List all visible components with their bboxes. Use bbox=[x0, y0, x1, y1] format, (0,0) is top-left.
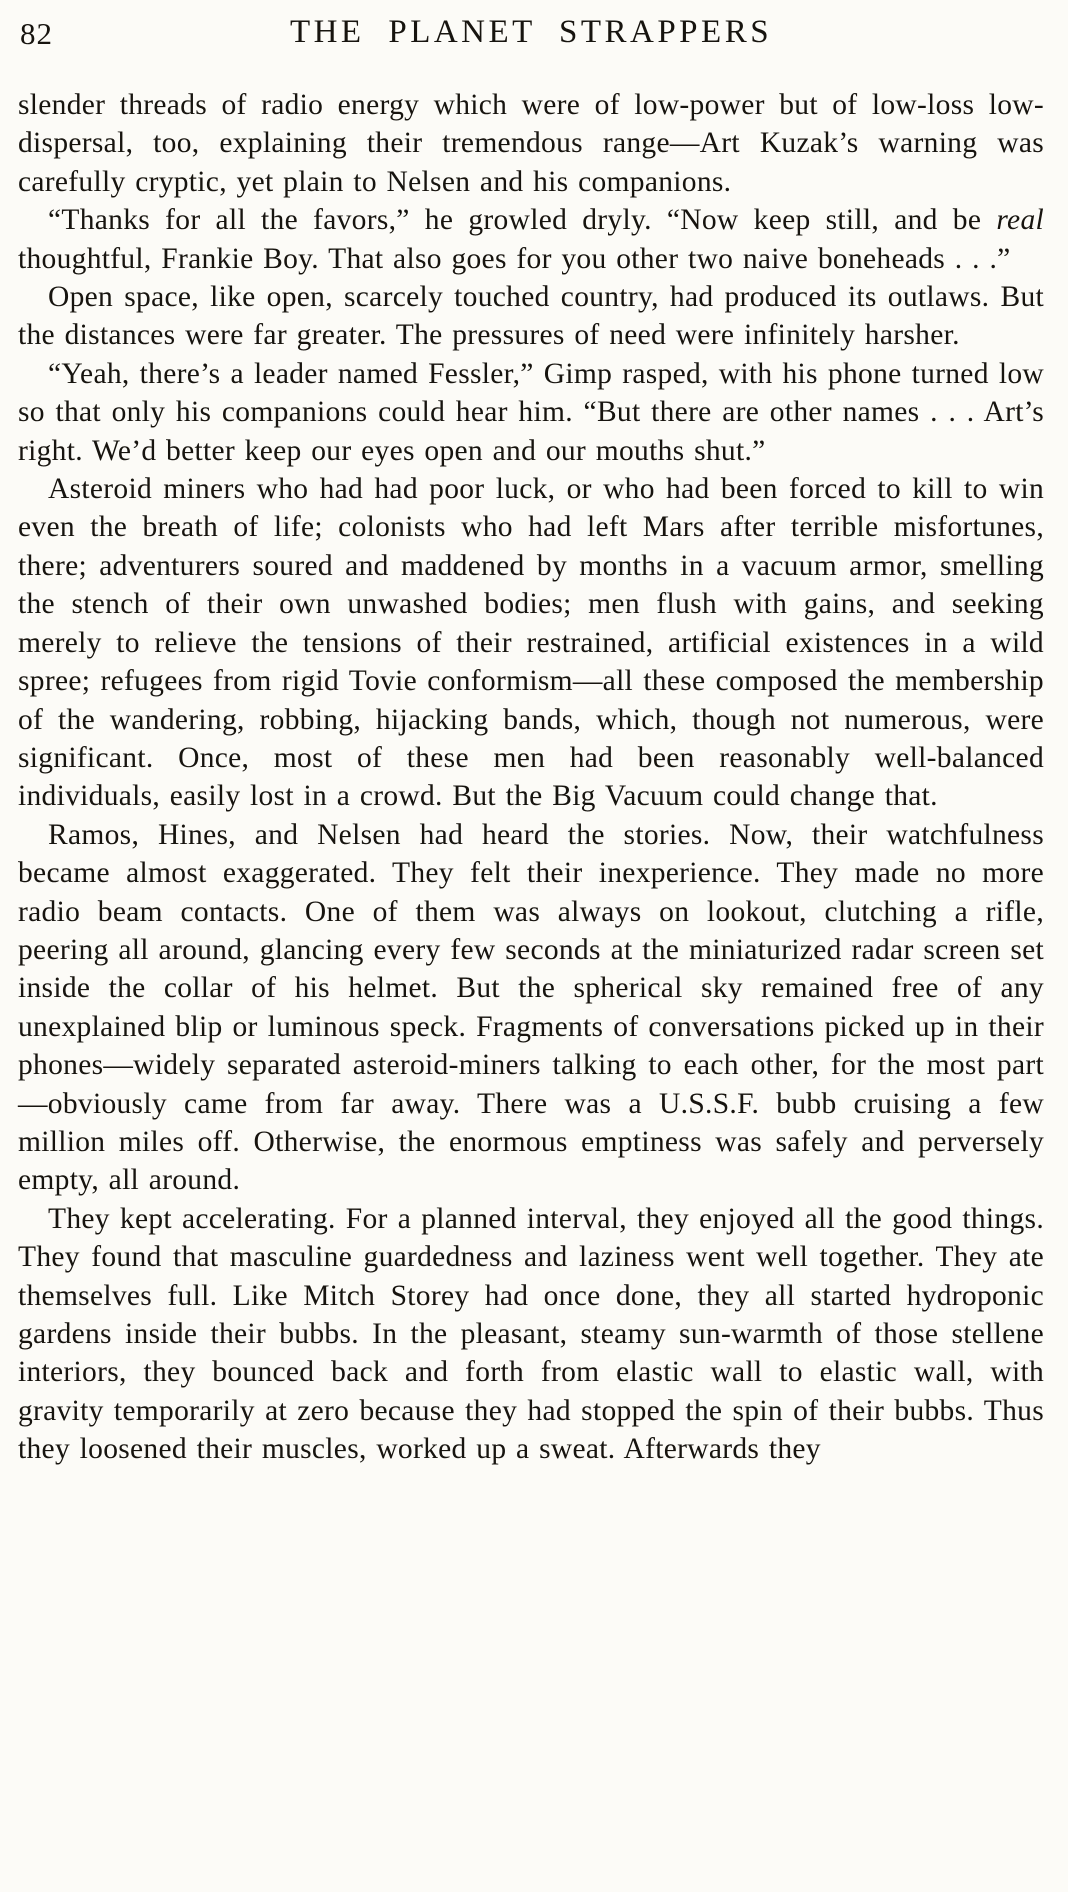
paragraph bbox=[18, 355, 1044, 470]
page-number: 82 bbox=[20, 16, 53, 51]
paragraph-text: “Yeah, there’s a leader named Fessler,” Gimp rasped, with his phone turned low so that only his companions could hear him. “But there are other names . . . Art’s right. We’d better keep our eyes open and our mouths shut.” bbox=[18, 357, 1044, 467]
paragraph-text: Ramos, Hines, and Nelsen had heard the stories. Now, their watchfulness became almost exaggerated. They felt their inexperience. They made no more radio beam contacts. One of them was always on lookout, clutching a rifle, peering all around, glancing every few seconds at the miniaturized radar screen set inside the collar of his helmet. But the spherical sky remained free of any unexplained blip or luminous speck. Fragments of conversations picked up in their phones—widely separated asteroid-miners talking to each other, for the most part—obviously came from far away. There was a U.S.S.F. bubb cruising a few million miles off. Otherwise, the enormous emptiness was safely and perversely empty, all around. bbox=[18, 818, 1044, 1197]
paragraph-text: Open space, like open, scarcely touched country, had produced its outlaws. But the distances were far greater. The pressures of need were infinitely harsher. bbox=[18, 281, 1044, 352]
emphasized-text: real bbox=[996, 204, 1044, 237]
paragraph bbox=[18, 86, 1044, 201]
page-header bbox=[18, 12, 1044, 70]
paragraph-text: “Thanks for all the favors,” he growled dryly. “Now keep still, and be bbox=[48, 204, 997, 237]
paragraph bbox=[18, 816, 1044, 1200]
paragraph-text: thoughtful, Frankie Boy. That also goes for you other two naive boneheads . . .” bbox=[18, 242, 1011, 275]
paragraph-text: Asteroid miners who had had poor luck, or who had been forced to kill to win even the breath of life; colonists who had left Mars after terrible misfortunes, there; adventurers soured and maddened by months in a vacuum armor, smelling the stench of their own unwashed bodies; men flush with gains, and seeking merely to relieve the tensions of their restrained, artificial existences in a wild spree; refugees from rigid Tovie conformism—all these composed the membership of the wandering, robbing, hijacking bands, which, though not numerous, were significant. Once, most of these men had been reasonably well-balanced individuals, easily lost in a crowd. But the Big Vacuum could change that. bbox=[18, 473, 1044, 813]
paragraph bbox=[18, 470, 1044, 816]
paragraph bbox=[18, 201, 1044, 278]
paragraph-text: They kept accelerating. For a planned interval, they enjoyed all the good things. They found that masculine guardedness and laziness went well together. They ate themselves full. Like Mitch Storey had once done, they all started hydroponic gardens inside their bubbs. In the pleasant, steamy sun-warmth of those stellene interiors, they bounced back and forth from elastic wall to elastic wall, with gravity temporarily at zero because they had stopped the spin of their bubbs. Thus they loosened their muscles, worked up a sweat. Afterwards they bbox=[18, 1202, 1044, 1466]
running-title: THE PLANET STRAPPERS bbox=[289, 14, 773, 50]
paragraph-text: slender threads of radio energy which were of low-power but of low-loss low-dispersal, too, explaining their tremendous range—Art Kuzak’s warning was carefully cryptic, yet plain to Nelsen and his companions. bbox=[18, 89, 1044, 198]
paragraph bbox=[18, 278, 1044, 355]
paragraph bbox=[18, 1200, 1044, 1469]
page-body bbox=[18, 86, 1044, 1469]
